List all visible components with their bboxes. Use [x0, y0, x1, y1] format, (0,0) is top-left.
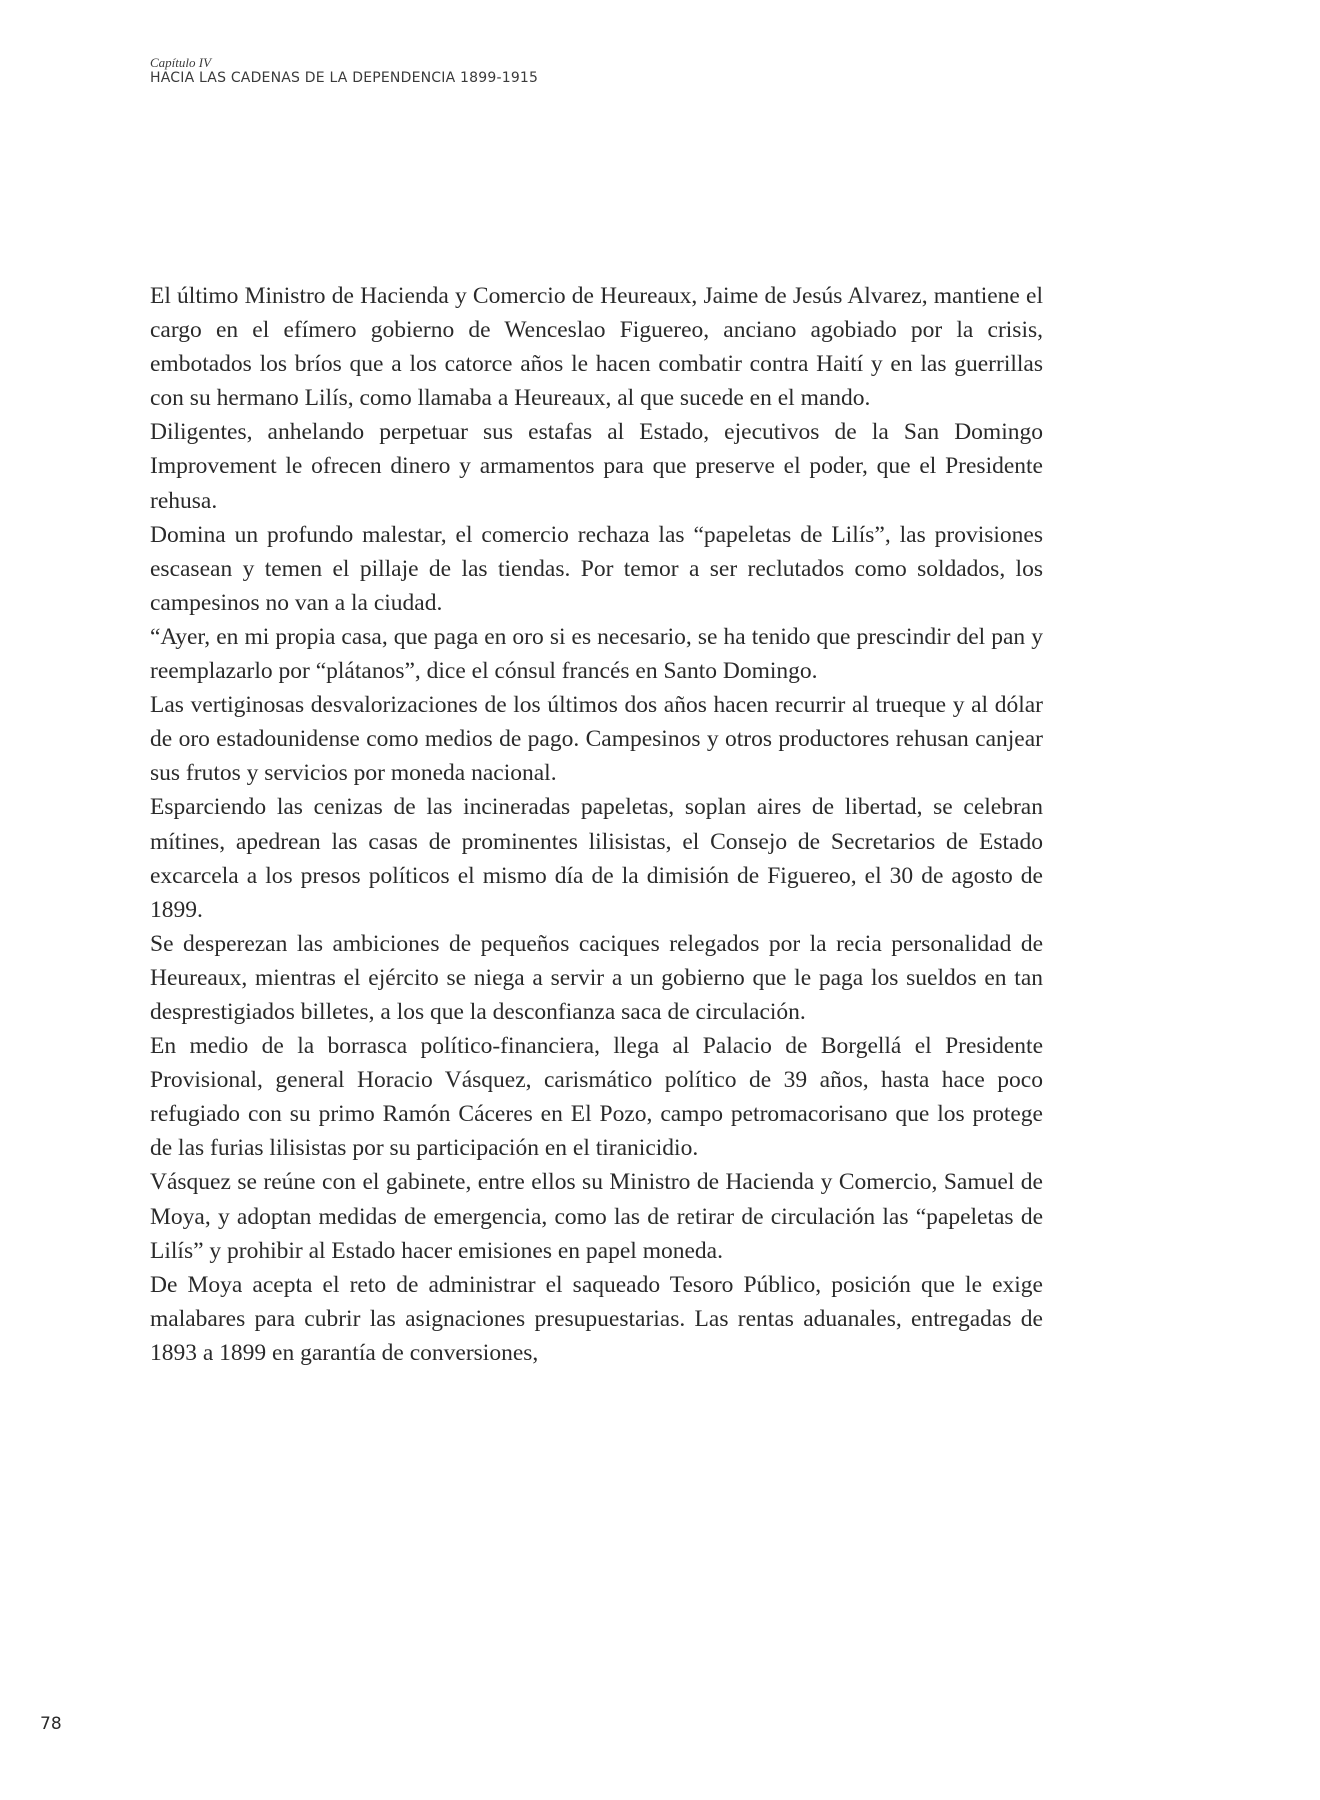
paragraph: Domina un profundo malestar, el comercio rechaza las “papeletas de Lilís”, las provisiones escasean y temen el pillaje de las tiendas. Por temor a ser reclutados como soldados, los campesinos no van a la ciudad. [150, 521, 1043, 616]
paragraph: Diligentes, anhelando perpetuar sus estafas al Estado, ejecutivos de la San Domingo Improvement le ofrecen dinero y armamentos para que preserve el poder, que el Presidente rehusa. [150, 419, 1043, 514]
paragraph: Las vertiginosas desvalorizaciones de los últimos dos años hacen recurrir al trueque y al dólar de oro estadounidense como medios de pago. Campesinos y otros productores rehusan canjear sus frutos y servicios por moneda nacional. [150, 692, 1043, 787]
body-text [150, 279, 1043, 1370]
section-title: HACIA LAS CADENAS DE LA DEPENDENCIA 1899-1915 [150, 70, 539, 86]
chapter-label: Capítulo IV [150, 55, 212, 70]
paragraph: “Ayer, en mi propia casa, que paga en oro si es necesario, se ha tenido que prescindir del pan y reemplazarlo por “plátanos”, dice el cónsul francés en Santo Domingo. [150, 623, 1043, 685]
paragraph: En medio de la borrasca político-financiera, llega al Palacio de Borgellá el Presidente Provisional, general Horacio Vásquez, carismático político de 39 años, hasta hace poco refugiado con su primo Ramón Cáceres en El Pozo, campo petromacorisano que los protege de las furias lilisistas por su participación en el tiranicidio. [150, 1033, 1043, 1162]
paragraph: Esparciendo las cenizas de las incineradas papeletas, soplan aires de libertad, se celebran mítines, apedrean las casas de prominentes lilisistas, el Consejo de Secretarios de Estado excarcela a los presos políticos el mismo día de la dimisión de Figuereo, el 30 de agosto de 1899. [150, 794, 1043, 923]
paragraph: Vásquez se reúne con el gabinete, entre ellos su Ministro de Hacienda y Comercio, Samuel de Moya, y adoptan medidas de emergencia, como las de retirar de circulación las “papeletas de Lilís” y prohibir al Estado hacer emisiones en papel moneda. [150, 1169, 1043, 1264]
running-head [150, 56, 538, 86]
page-number: 78 [40, 1714, 62, 1734]
paragraph: El último Ministro de Hacienda y Comercio de Heureaux, Jaime de Jesús Alvarez, mantiene el cargo en el efímero gobierno de Wenceslao Figuereo, anciano agobiado por la crisis, embotados los bríos que a los catorce años le hacen combatir contra Haití y en las guerrillas con su hermano Lilís, como llamaba a Heureaux, al que sucede en el mando. [150, 283, 1043, 412]
paragraph: Se desperezan las ambiciones de pequeños caciques relegados por la recia personalidad de Heureaux, mientras el ejército se niega a servir a un gobierno que le paga los sueldos en tan desprestigiados billetes, a los que la desconfianza saca de circulación. [150, 930, 1043, 1025]
paragraph: De Moya acepta el reto de administrar el saqueado Tesoro Público, posición que le exige malabares para cubrir las asignaciones presupuestarias. Las rentas aduanales, entregadas de 1893 a 1899 en garantía de conversiones, [150, 1271, 1043, 1366]
